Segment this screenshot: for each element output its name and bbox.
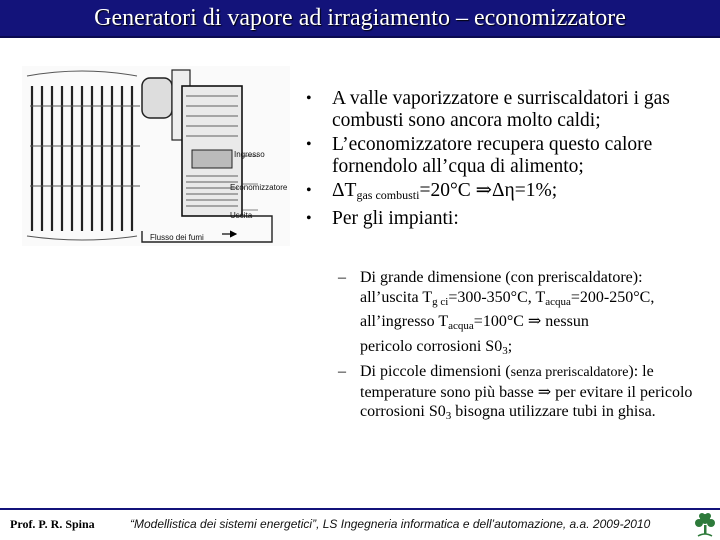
bullet-dot-icon: • <box>306 136 312 153</box>
bullet-3-sub: gas combusti <box>356 188 420 202</box>
bullet-dot-icon: • <box>306 182 312 199</box>
bullet-1-text: A valle vaporizzatore e surriscaldatori i gas combusti sono ancora molto caldi; <box>332 88 670 131</box>
subbullet-1: – Di grande dimensione (con preriscaldatore): all’uscita Tg ci=300-350°C, Tacqua=200-250°C, all’ingresso Tacqua=100°C ⇒ nessun pericolo corrosioni S03; <box>338 269 655 357</box>
bullet-3 <box>300 180 710 206</box>
label-flusso: Flusso dei fumi <box>150 233 204 242</box>
title-bar <box>0 0 720 38</box>
label-ingresso: Ingresso <box>234 150 265 159</box>
economizer-diagram <box>22 66 290 246</box>
bullet-2-text: L’economizzatore recupera questo calore fornendolo all’cqua di alimento; <box>332 134 653 177</box>
bullet-3-rest: =20°C ⇒Δη=1%; <box>419 180 558 201</box>
bullet-dot-icon: • <box>306 210 312 227</box>
main-bullets <box>300 88 710 232</box>
subbullet-2: – Di piccole dimensioni (senza preriscaldatore): le temperature sono più basse ⇒ per evitare il pericolo corrosioni S03 bisogna utilizzare tubi in ghisa. <box>338 363 693 422</box>
footer-course: “Modellistica dei sistemi energetici”, LS Ingegneria informatica e dell’automazione, a.a. 2009-2010 <box>130 517 651 531</box>
bullet-4-text: Per gli impianti: <box>332 208 459 229</box>
footer-author: Prof. P. R. Spina <box>10 517 95 531</box>
tree-logo-icon <box>690 510 720 540</box>
footer-divider <box>0 508 720 510</box>
label-economizzatore: Economizzatore <box>230 183 288 192</box>
bullet-3-delta: ΔT <box>332 180 357 201</box>
bullet-dot-icon: • <box>306 90 312 107</box>
bullet-1 <box>300 88 710 132</box>
slide-title: Generatori di vapore ad irragiamento – economizzatore <box>94 4 626 31</box>
bullet-2 <box>300 134 710 178</box>
label-uscita: Uscita <box>230 211 253 220</box>
bullet-4 <box>300 208 710 230</box>
sub-bullets <box>336 268 706 428</box>
